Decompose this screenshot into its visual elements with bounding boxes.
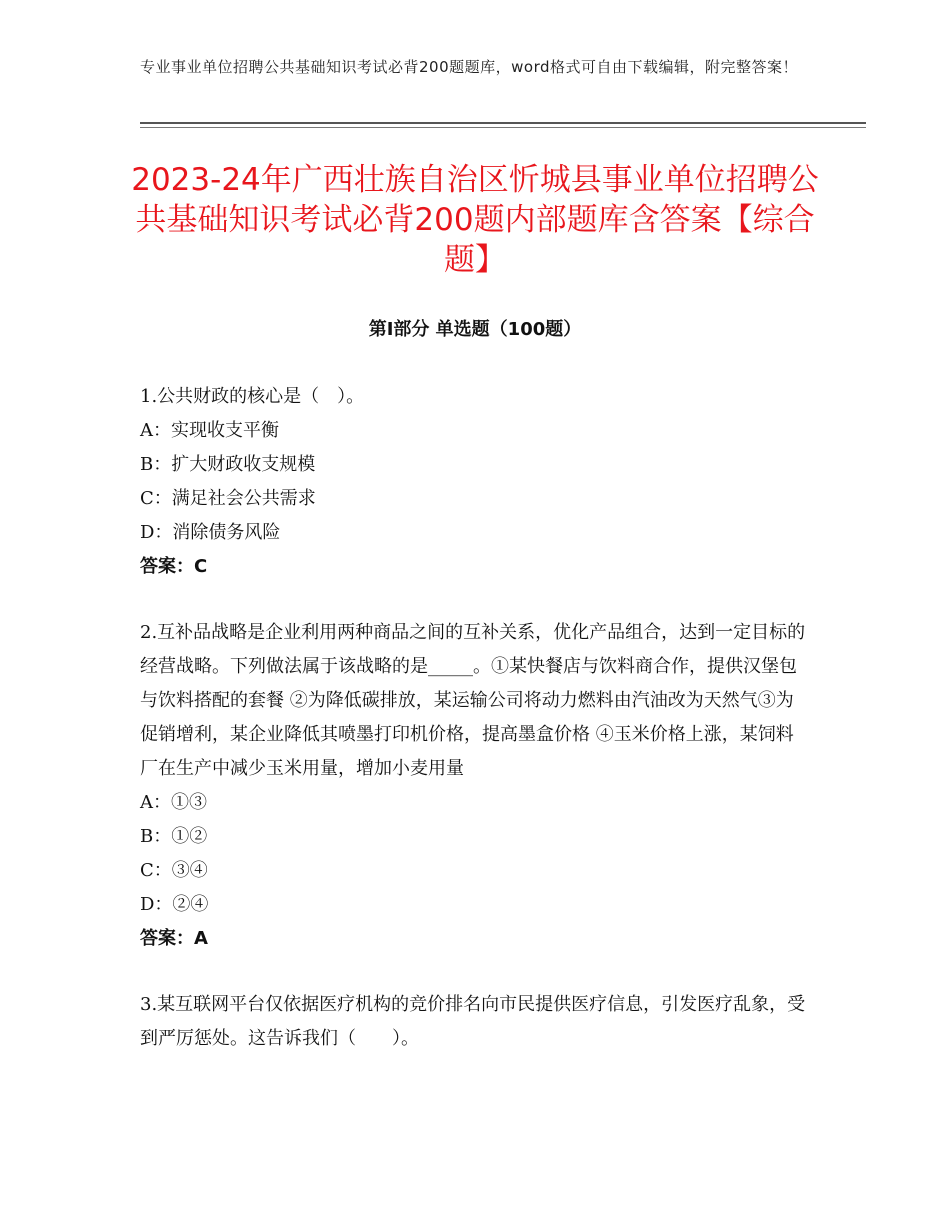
- option-a: A：①③: [140, 792, 207, 813]
- question-stem: 2.互补品战略是企业利用两种商品之间的互补关系，优化产品组合，达到一定目标的经营战略。下列做法属于该战略的是_____。①某快餐店与饮料商合作，提供汉堡包与饮料搭配的套餐 ②为降低碳排放，某运输公司将动力燃料由汽油改为天然气③为促销增利，某企业降低其喷墨打印机价格，提高墨盒价格 ④玉米价格上涨，某饲料厂在生产中减少玉米用量，增加小麦用量: [140, 622, 806, 779]
- question-1: [140, 380, 810, 584]
- option-c: C：满足社会公共需求: [140, 488, 316, 509]
- question-3: [140, 988, 810, 1056]
- header-note: 专业事业单位招聘公共基础知识考试必背200题题库，word格式可自由下载编辑，附完整答案！: [140, 58, 799, 76]
- answer: 答案：C: [140, 556, 208, 577]
- document-title: 2023-24年广西壮族自治区忻城县事业单位招聘公共基础知识考试必背200题内部题库含答案【综合题】: [131, 162, 819, 278]
- option-a: A：实现收支平衡: [140, 420, 279, 441]
- question-list: [140, 380, 810, 1056]
- option-b: B：扩大财政收支规模: [140, 454, 316, 475]
- section-title: 第Ⅰ部分 单选题（100题）: [368, 319, 582, 340]
- option-d: D：消除债务风险: [140, 522, 281, 543]
- answer: 答案：A: [140, 928, 208, 949]
- question-2: [140, 616, 810, 956]
- option-b: B：①②: [140, 826, 208, 847]
- question-stem: 3.某互联网平台仅依据医疗机构的竞价排名向市民提供医疗信息，引发医疗乱象，受到严厉惩处。这告诉我们（ ）。: [140, 994, 806, 1049]
- option-d: D：②④: [140, 894, 209, 915]
- option-c: C：③④: [140, 860, 208, 881]
- question-stem: 1.公共财政的核心是（ ）。: [140, 386, 365, 407]
- header-divider-thick: [140, 122, 866, 124]
- header-divider-thin: [140, 127, 866, 128]
